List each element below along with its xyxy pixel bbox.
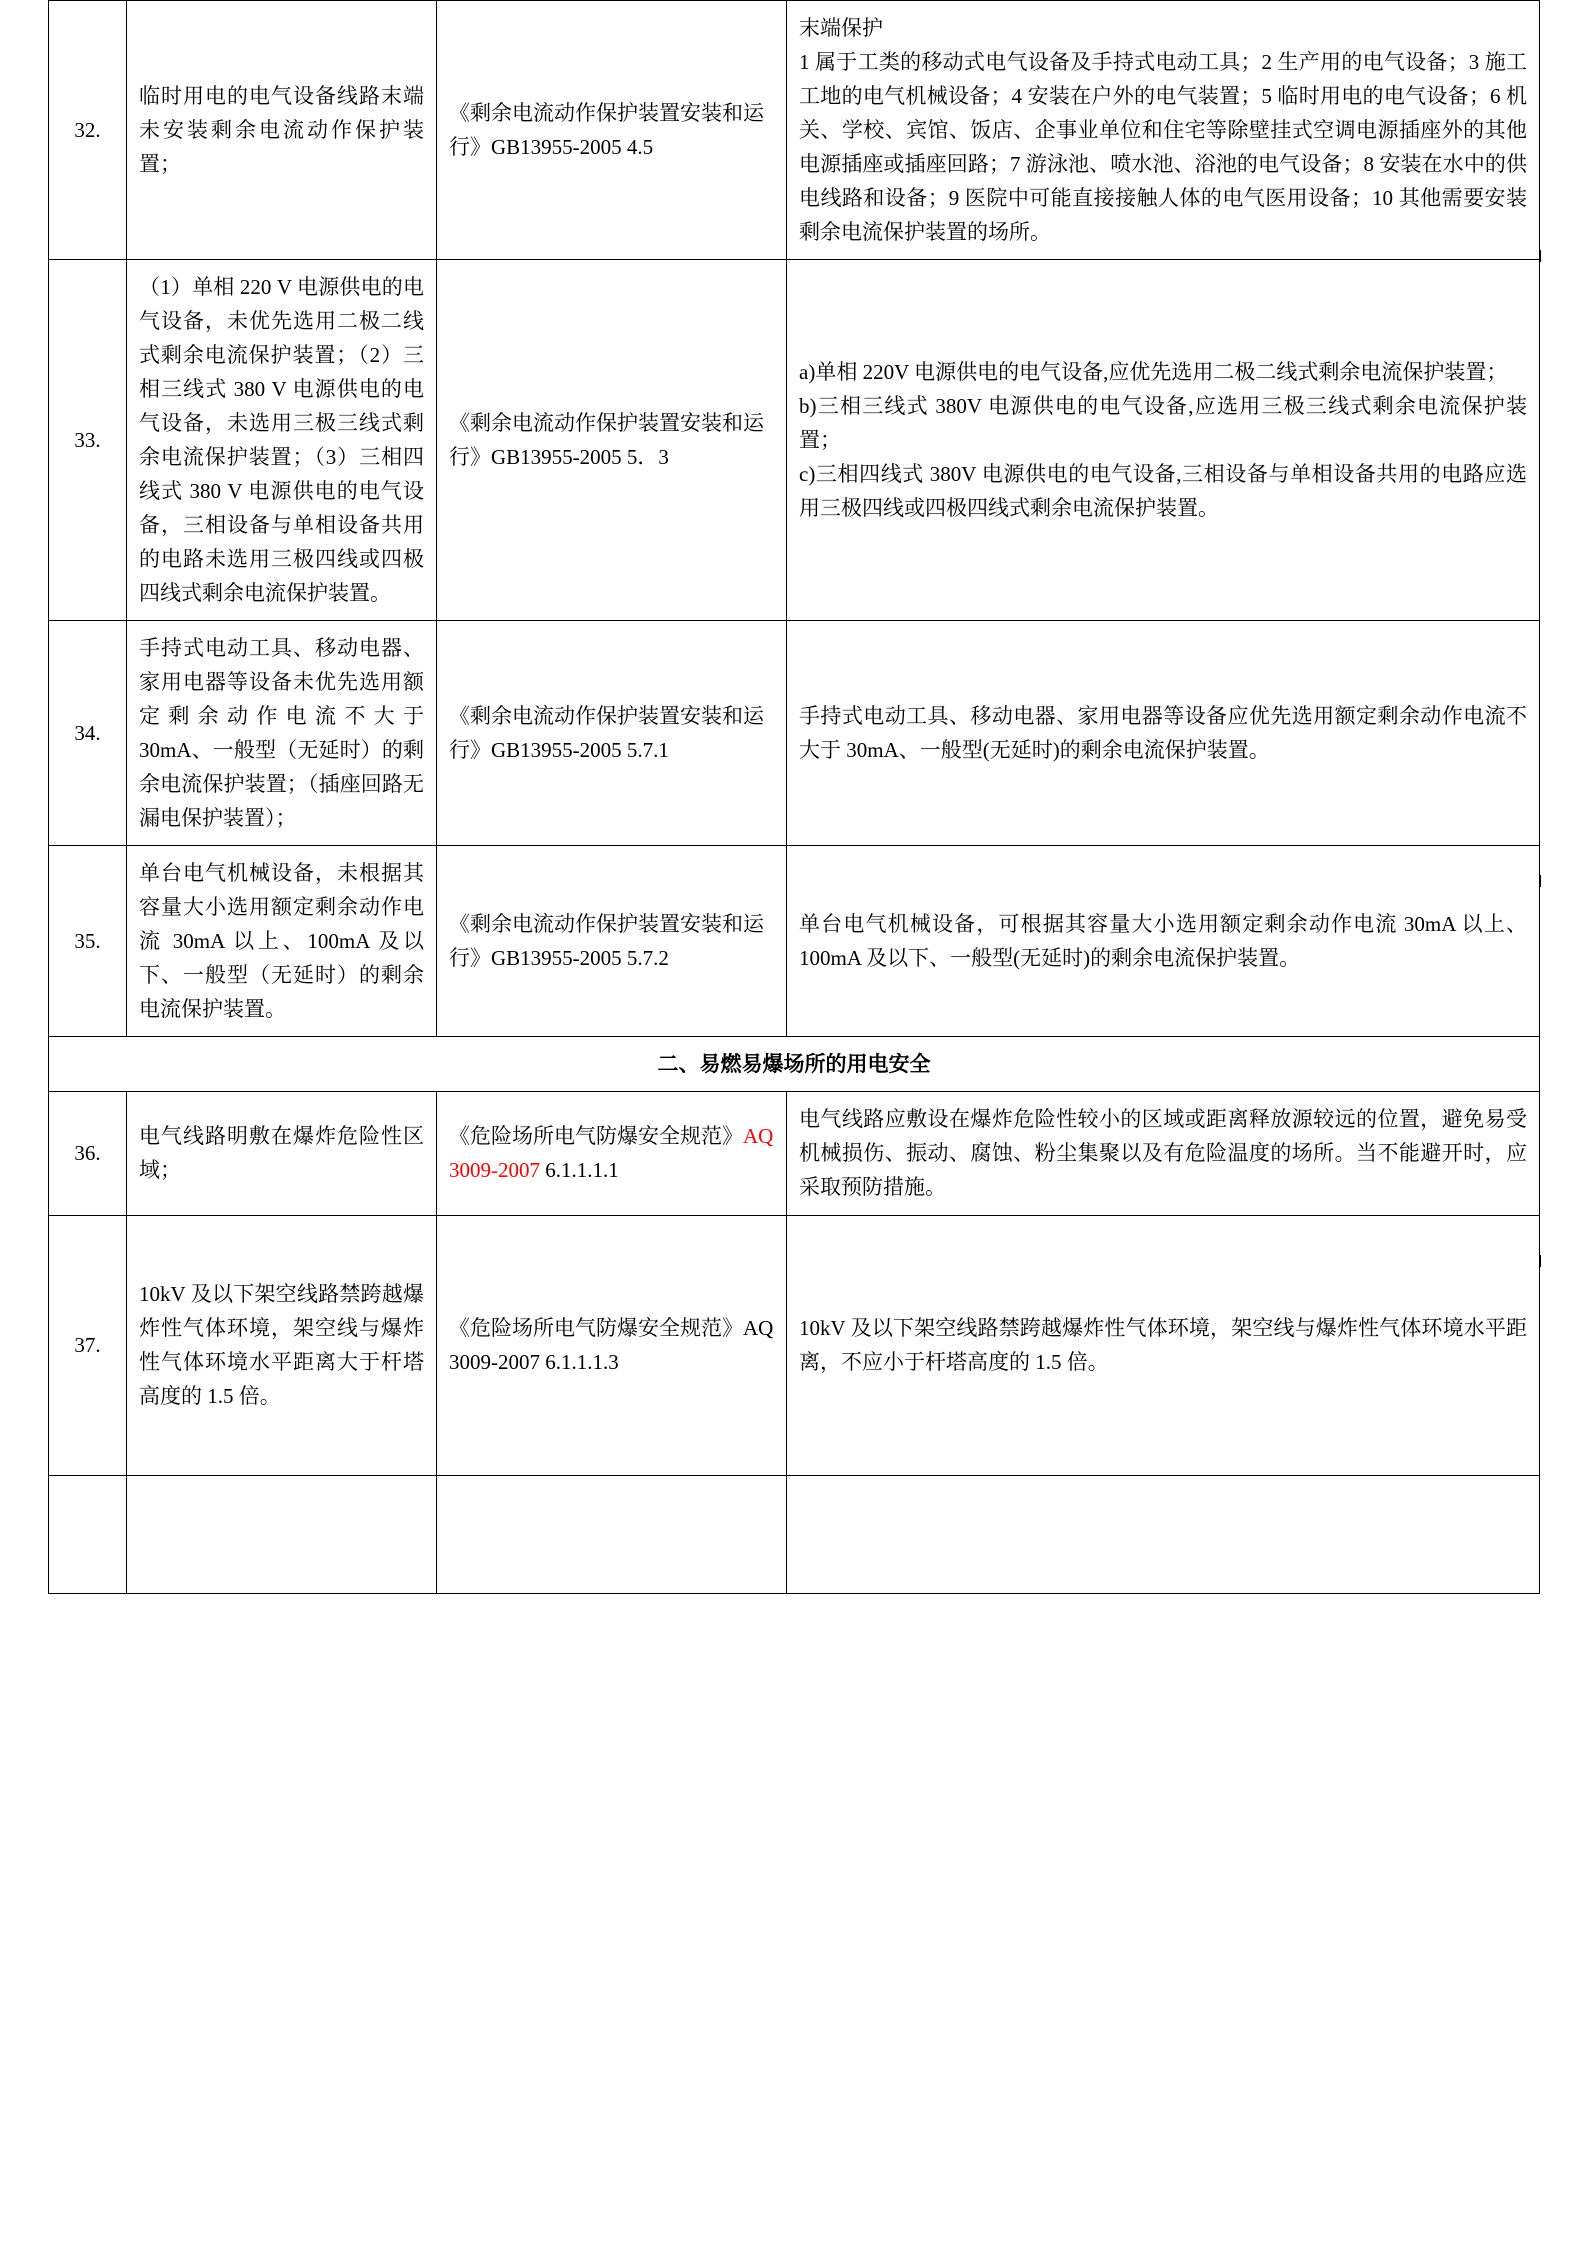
table-row <box>49 621 1540 846</box>
section-header-row <box>49 1037 1540 1092</box>
row-standard-text <box>787 260 1540 621</box>
row-number: 36. <box>49 1092 127 1215</box>
row-standard-reference <box>437 1092 787 1215</box>
safety-checklist-table <box>48 0 1540 1594</box>
row-standard-text <box>787 1 1540 260</box>
table-row <box>49 846 1540 1037</box>
row-standard-reference-empty <box>437 1475 787 1593</box>
row-standard-text <box>787 846 1540 1037</box>
standard-code-highlight: AQ 3009-2007 <box>449 1124 774 1183</box>
standard-text-line: 手持式电动工具、移动电器、家用电器等设备应优先选用额定剩余动作电流不大于 30mA、一般型(无延时)的剩余电流保护装置。 <box>799 704 1527 763</box>
standard-clause: 6.1.1.1.1 <box>545 1158 619 1183</box>
table-row <box>49 1092 1540 1215</box>
row-standard-text <box>787 1215 1540 1475</box>
standard-text-line: a)单相 220V 电源供电的电气设备,应优先选用二极二线式剩余电流保护装置； <box>799 360 1508 385</box>
row-standard-reference: 《剩余电流动作保护装置安装和运行》GB13955-2005 5．3 <box>437 260 787 621</box>
row-number: 35. <box>49 846 127 1037</box>
standard-text-line: 1 属于工类的移动式电气设备及手持式电动工具；2 生产用的电气设备；3 施工工地的电气机械设备；4 安装在户外的电气装置；5 临时用电的电气设备；6 机关、学校、宾馆、饭店、企事业单位和住宅等除壁挂式空调电源插座外的其他电源插座或插座回路；7 游泳池、喷水池、浴池的电气设备；8 安装在水中的供电线路和设备；9 医院中可能直接接触人体的电气医用设备；10 其他需要安装剩余电流保护装置的场所。 <box>799 50 1527 245</box>
row-standard-text <box>787 1092 1540 1215</box>
row-description: 电气线路明敷在爆炸危险性区域； <box>127 1092 437 1215</box>
row-description: （1）单相 220 V 电源供电的电气设备，未优先选用二极二线式剩余电流保护装置；（2）三相三线式 380 V 电源供电的电气设备，未选用三极三线式剩余电流保护装置；（3）三相四线式 380 V 电源供电的电气设备，三相设备与单相设备共用的电路未选用三极四线或四极四线式剩余电流保护装置。 <box>127 260 437 621</box>
row-number: 37. <box>49 1215 127 1475</box>
row-standard-text-empty <box>787 1475 1540 1593</box>
standard-name: 《危险场所电气防爆安全规范》 <box>449 1124 743 1149</box>
row-description: 单台电气机械设备，未根据其容量大小选用额定剩余动作电流 30mA 以上、100mA 及以下、一般型（无延时）的剩余电流保护装置。 <box>127 846 437 1037</box>
row-standard-reference: 《危险场所电气防爆安全规范》AQ 3009-2007 6.1.1.1.3 <box>437 1215 787 1475</box>
standard-text-line: 末端保护 <box>799 16 883 40</box>
table-row-blank <box>49 1475 1540 1593</box>
row-standard-reference: 《剩余电流动作保护装置安装和运行》GB13955-2005 5.7.1 <box>437 621 787 846</box>
row-standard-reference: 《剩余电流动作保护装置安装和运行》GB13955-2005 5.7.2 <box>437 846 787 1037</box>
standard-text-line: 10kV 及以下架空线路禁跨越爆炸性气体环境，架空线与爆炸性气体环境水平距离，不应小于杆塔高度的 1.5 倍。 <box>799 1315 1527 1374</box>
table-row <box>49 1 1540 260</box>
row-number: 34. <box>49 621 127 846</box>
page-tick-mark <box>1540 250 1541 262</box>
standard-text-line: 电气线路应敷设在爆炸危险性较小的区域或距离释放源较远的位置，避免易受机械损伤、振动、腐蚀、粉尘集聚以及有危险温度的场所。当不能避开时，应采取预防措施。 <box>799 1107 1527 1200</box>
table-row <box>49 1215 1540 1475</box>
row-standard-text <box>787 621 1540 846</box>
page-tick-mark <box>1540 875 1541 887</box>
row-number-empty <box>49 1475 127 1593</box>
row-description: 10kV 及以下架空线路禁跨越爆炸性气体环境，架空线与爆炸性气体环境水平距离大于杆塔高度的 1.5 倍。 <box>127 1215 437 1475</box>
page-tick-mark <box>1540 1255 1541 1267</box>
standard-text-line: c)三相四线式 380V 电源供电的电气设备,三相设备与单相设备共用的电路应选用三极四线或四极四线式剩余电流保护装置。 <box>799 462 1527 521</box>
row-description-empty <box>127 1475 437 1593</box>
table-row <box>49 260 1540 621</box>
standard-text-line: b)三相三线式 380V 电源供电的电气设备,应选用三极三线式剩余电流保护装置； <box>799 394 1527 453</box>
section-title: 二、易燃易爆场所的用电安全 <box>49 1037 1540 1092</box>
row-description: 手持式电动工具、移动电器、家用电器等设备未优先选用额定剩余动作电流不大于 30mA、一般型（无延时）的剩余电流保护装置；（插座回路无漏电保护装置）； <box>127 621 437 846</box>
row-number: 32. <box>49 1 127 260</box>
standard-text-line: 单台电气机械设备，可根据其容量大小选用额定剩余动作电流 30mA 以上、100mA 及以下、一般型(无延时)的剩余电流保护装置。 <box>799 912 1527 971</box>
row-description: 临时用电的电气设备线路末端未安装剩余电流动作保护装置； <box>127 1 437 260</box>
row-number: 33. <box>49 260 127 621</box>
row-standard-reference: 《剩余电流动作保护装置安装和运行》GB13955-2005 4.5 <box>437 1 787 260</box>
